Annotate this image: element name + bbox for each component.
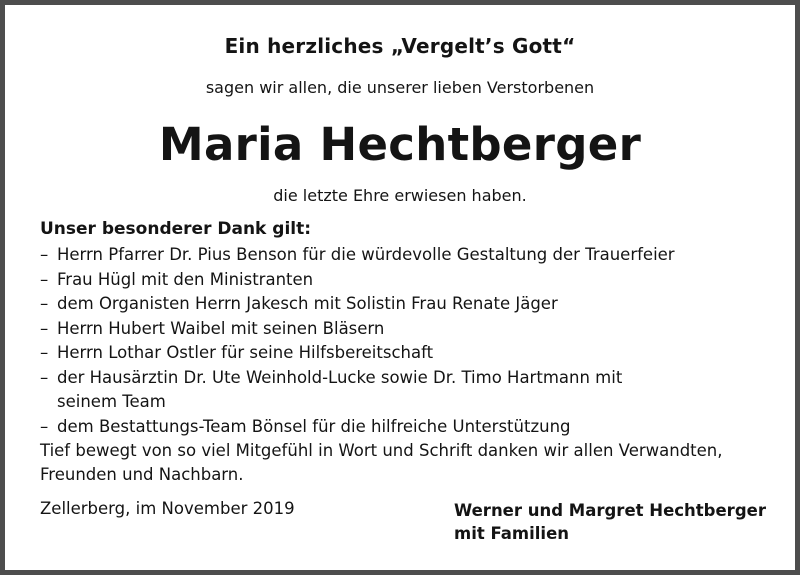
list-item — [40, 317, 770, 342]
notice-heading: Ein herzliches „Vergelt’s Gott“ — [224, 34, 576, 58]
closing-text: Tief bewegt von so viel Mitgefühl in Wort und Schrift danken wir allen Verwandten, Freunden und Nachbarn. — [40, 441, 723, 484]
thanks-title: Unser besonderer Dank gilt: — [40, 219, 312, 239]
list-item-text: dem Bestattungs-Team Bönsel für die hilfreiche Unterstützung — [57, 416, 571, 436]
list-item — [40, 415, 770, 440]
list-item-text: Herrn Pfarrer Dr. Pius Benson für die würdevolle Gestaltung der Trauerfeier — [57, 245, 675, 264]
list-item-text: der Hausärztin Dr. Ute Weinhold-Lucke sowie Dr. Timo Hartmann mit seinem Team — [57, 367, 623, 411]
intro-text: sagen wir allen, die unserer lieben Verstorbenen — [205, 78, 595, 97]
obituary-notice — [14, 14, 786, 561]
deceased-name: Maria Hechtberger — [158, 118, 642, 171]
list-item-text: Frau Hügl mit den Ministranten — [57, 269, 314, 289]
list-item — [40, 268, 770, 293]
signer-line: Werner und Margret Hechtberger — [454, 501, 766, 520]
signer-line: mit Familien — [454, 524, 570, 543]
list-dash: – — [40, 294, 49, 313]
place-date: Zellerberg, im November 2019 — [40, 499, 295, 518]
list-item-text: dem Organisten Herrn Jakesch mit Solistin Frau Renate Jäger — [57, 294, 558, 313]
outro-text: die letzte Ehre erwiesen haben. — [273, 186, 527, 205]
list-dash: – — [40, 416, 49, 436]
list-dash: – — [40, 269, 49, 289]
list-item — [40, 366, 662, 415]
list-item-text: Herrn Lothar Ostler für seine Hilfsbereitschaft — [57, 343, 434, 362]
list-dash: – — [40, 318, 49, 338]
list-item-text: Herrn Hubert Waibel mit seinen Bläsern — [57, 318, 385, 338]
list-item — [40, 292, 770, 317]
list-item — [40, 243, 770, 268]
list-item — [40, 341, 770, 366]
list-dash: – — [40, 245, 49, 264]
list-dash: – — [40, 367, 49, 387]
signers — [454, 499, 766, 545]
list-dash: – — [40, 343, 49, 362]
thanks-list — [40, 243, 770, 439]
